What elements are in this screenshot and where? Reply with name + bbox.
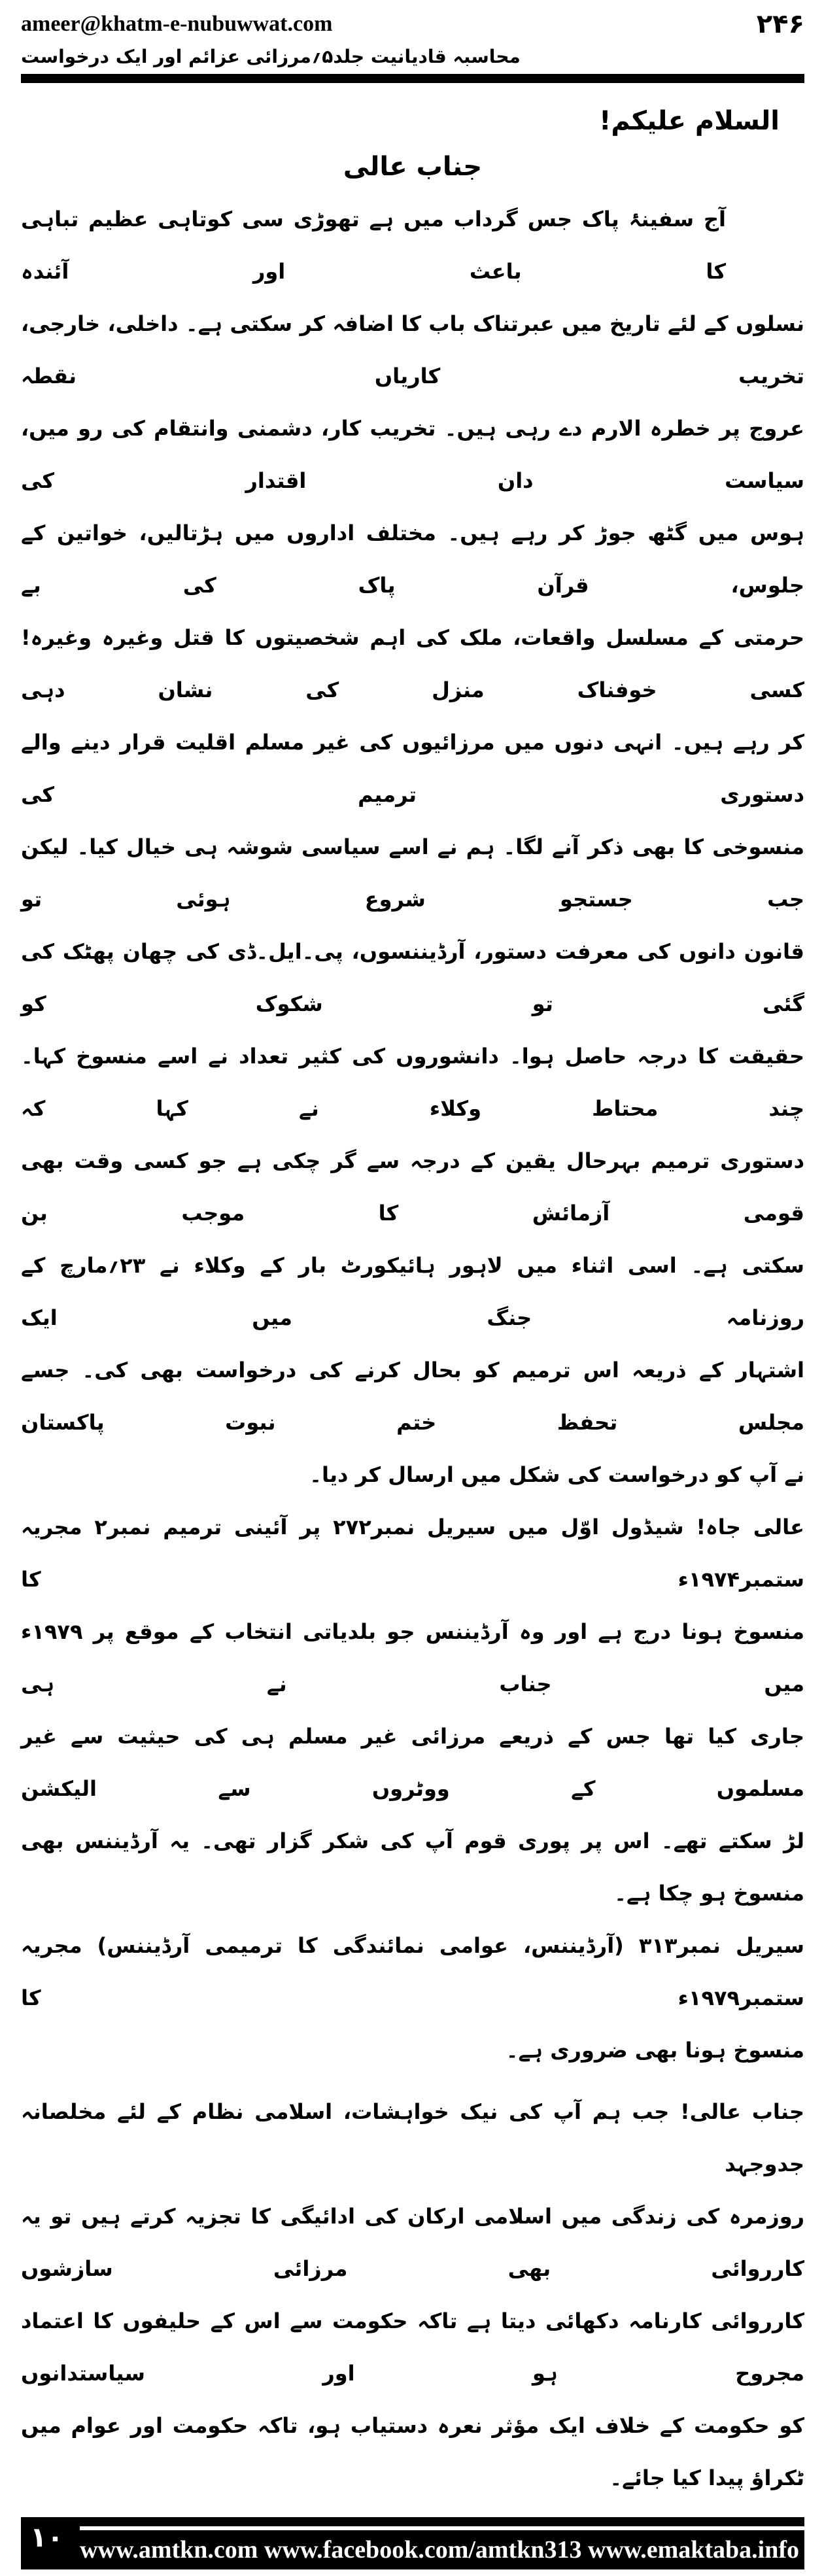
text-line: کارروائی کارنامہ دکھائی دیتا ہے تاکہ حکومت سے اس کے حلیفوں کا اعتماد مجروح ہو اور سیاستدانوں <box>21 2309 804 2386</box>
text-line: منسوخ ہونا بھی ضروری ہے۔ <box>506 2038 804 2063</box>
text-line: حقیقت کا درجہ حاصل ہوا۔ دانشوروں کی کثیر تعداد نے اسے منسوخ کہا۔ چند محتاط وکلاء نے کہا کہ <box>21 1044 804 1121</box>
footer-page-number: ۱۰ <box>30 2521 64 2553</box>
text-line: حرمتی کے مسلسل واقعات، ملک کی اہم شخصیتوں کا قتل وغیرہ وغیرہ! کسی خوفناک منزل کی نشان دہی <box>21 625 804 702</box>
paragraph-gap <box>21 2076 804 2086</box>
text-line: عروج پر خطرہ الارم دے رہی ہیں۔ تخریب کار، دشمنی وانتقام کی رو میں، سیاست دان اقتدار کی <box>21 416 804 493</box>
text-line: نسلوں کے لئے تاریخ میں عبرتناک باب کا اضافہ کر سکتی ہے۔ داخلی، خارجی، تخریب کاریاں نقطہ <box>21 311 804 388</box>
text-line: لڑ سکتے تھے۔ اس پر پوری قوم آپ کی شکر گزار تھی۔ یہ آرڈیننس بھی منسوخ ہو چکا ہے۔ <box>21 1829 804 1906</box>
text-line: عالی جاہ! شیڈول اوّل میں سیریل نمبر۲۷۲ پر آئینی ترمیم نمبر۲ مجریہ ستمبر۱۹۷۴ء کا <box>21 1515 805 1592</box>
text-line: کر رہے ہیں۔ انہی دنوں میں مرزائیوں کی غیر مسلم اقلیت قرار دینے والے دستوری ترمیم کی <box>21 730 805 807</box>
footer-urls: www.amtkn.com www.facebook.com/amtkn313 www.emaktaba.info <box>80 2536 799 2564</box>
text-line: روزمرہ کی زندگی میں اسلامی ارکان کی ادائیگی کا تجزیہ کرتے ہیں تو یہ کارروائی بھی مرزائی سازشوں <box>21 2204 804 2281</box>
salutation: جناب عالی <box>343 152 483 182</box>
page-footer <box>21 2517 804 2569</box>
text-line: قانون دانوں کی معرفت دستور، آرڈیننسوں، پی۔ایل۔ڈی کی چھان پھٹک کی گئی تو شکوک کو <box>21 939 804 1016</box>
letter-body <box>21 193 804 2504</box>
text-line: نے آپ کو درخواست کی شکل میں ارسال کر دیا۔ <box>309 1462 804 1487</box>
text-line: دستوری ترمیم بہرحال یقین کے درجہ سے گر چکی ہے جو کسی وقت بھی قومی آزمائش کا موجب بن <box>21 1148 804 1226</box>
text-line: منسوخ ہونا درج ہے اور وہ آرڈیننس جو بلدیاتی انتخاب کے موقع پر ۱۹۷۹ء میں جناب نے ہی <box>21 1619 804 1696</box>
header-row <box>21 9 804 67</box>
text-line: آج سفینۂ پاک جس گرداب میں ہے تھوڑی سی کوتاہی عظیم تباہی کا باعث اور آئندہ <box>21 207 726 284</box>
text-line: منسوخی کا بھی ذکر آنے لگا۔ ہم نے اسے سیاسی شوشہ ہی خیال کیا۔ لیکن جب جستجو شروع ہوئی تو <box>21 834 804 912</box>
header-rule <box>21 74 804 83</box>
text-line: اشتہار کے ذریعہ اس ترمیم کو بحال کرنے کی درخواست بھی کی۔ جسے مجلس تحفظ ختم نبوت پاکستان <box>21 1358 804 1435</box>
text-line: کو حکومت کے خلاف ایک مؤثر نعرہ دستیاب ہو، تاکہ حکومت اور عوام میں ٹکراؤ پیدا کیا جائے۔ <box>21 2413 804 2490</box>
text-line: سکتی ہے۔ اسی اثناء میں لاہور ہائیکورٹ بار کے وکلاء نے ۲۳؍مارچ کے روزنامہ جنگ میں ایک <box>21 1253 805 1330</box>
book-title: محاسبہ قادیانیت جلد۵؍مرزائی عزائم اور ایک درخواست <box>21 46 521 67</box>
footer-rule <box>80 2526 804 2530</box>
page-number: ۲۴۶ <box>756 9 804 39</box>
text-line: سیریل نمبر۳۱۳ (آرڈیننس، عوامی نمائندگی کا ترمیمی آرڈیننس) مجریہ ستمبر۱۹۷۹ء کا <box>21 1933 805 2010</box>
email-address: ameer@khatm-e-nubuwwat.com <box>21 12 333 36</box>
text-line: جناب عالی! جب ہم آپ کی نیک خواہشات، اسلامی نظام کے لئے مخلصانہ جدوجہد <box>21 2099 804 2176</box>
text-line: ہوس میں گٹھ جوڑ کر رہے ہیں۔ مختلف اداروں میں ہڑتالیں، خواتین کے جلوس، قرآن پاک کی بے <box>21 521 804 598</box>
greeting: السلام علیکم! <box>599 106 780 136</box>
page-header <box>21 9 804 83</box>
text-line: جاری کیا تھا جس کے ذریعے مرزائی غیر مسلم ہی کی حیثیت سے غیر مسلموں کے ووٹروں سے الیکشن <box>21 1724 804 1801</box>
